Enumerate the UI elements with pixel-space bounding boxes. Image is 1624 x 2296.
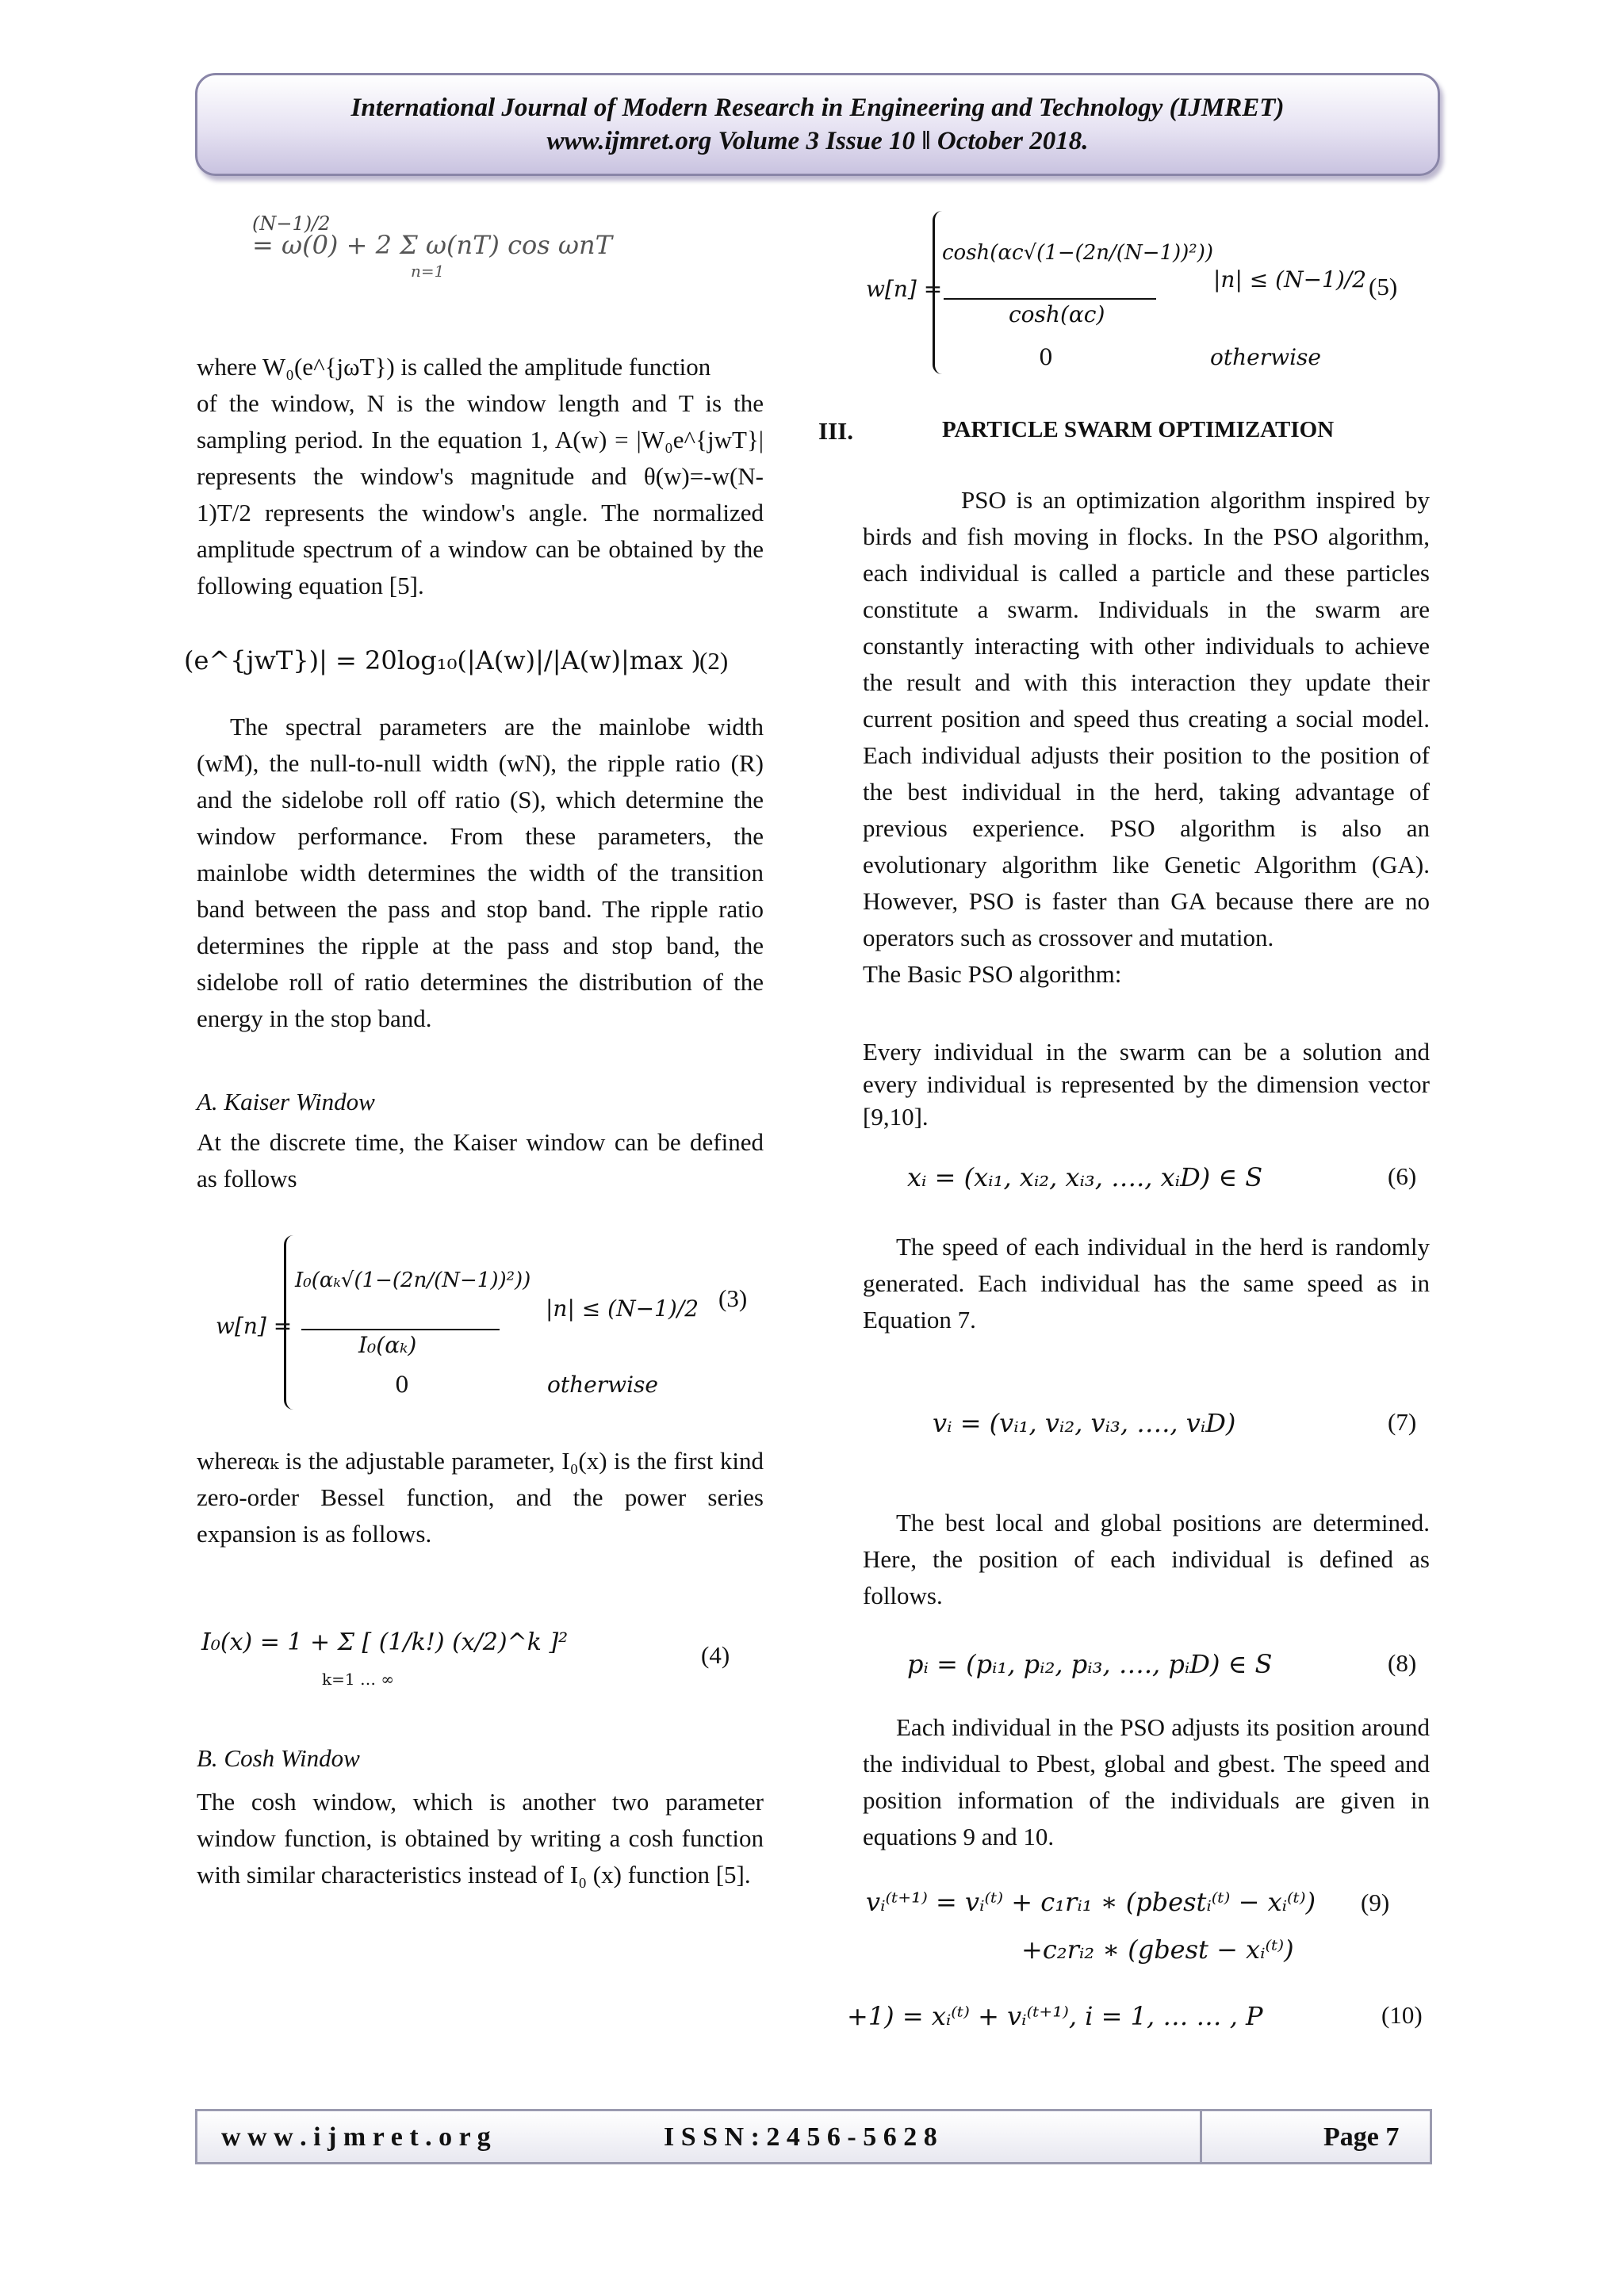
eq-top-lower: n=1 [411, 262, 445, 281]
journal-title: International Journal of Modern Research in Engineering and Technology (IJMRET) [350, 94, 1285, 122]
eq-5-zero: 0 [1039, 344, 1053, 370]
footer-page: Page 7 [1323, 2122, 1400, 2152]
right-para-3: The speed of each individual in the herd is randomly generated. Each individual has the same speed as in Equation 7. [863, 1233, 1430, 1334]
left-para-1: of the window, N is the window length and T is the sampling period. In the equation 1, A(w) = |W₀e^{jwT}| represents the window's magnitude and θ(w)=-w(N-1)T/2 represents the window's angle. The normalized amplitude spectrum of a window can be obtained by the following equation [5]. [197, 389, 764, 599]
eq-top: = ω(0) + 2 Σ ω(nT) cos ωnT [252, 230, 612, 260]
eq-3-zero: 0 [395, 1372, 409, 1398]
eq-3-number: (3) [718, 1284, 748, 1312]
left-para-5: The cosh window, which is another two parameter window function, is obtained by writing a cosh function with similar characteristics instead of I₀ (x) function [5]. [197, 1788, 764, 1888]
eq-9-number: (9) [1361, 1888, 1390, 1916]
eq-4-number: (4) [701, 1641, 730, 1669]
eq-3-numerator: I₀(αₖ√(1−(2n/(N−1))²)) [295, 1269, 531, 1292]
footer-site: w w w . i j m r e t . o r g [221, 2122, 491, 2152]
eq-3-condition: |n| ≤ (N−1)/2 [546, 1295, 699, 1322]
eq-5-brace [933, 211, 943, 374]
section-title: PARTICLE SWARM OPTIMIZATION [942, 417, 1335, 442]
journal-issue: www.ijmret.org Volume 3 Issue 10 ǁ October 2018. [546, 127, 1089, 155]
footer-divider [1200, 2111, 1202, 2162]
left-para-4: whereαₖ is the adjustable parameter, I₀(x) is the first kind zero-order Bessel function, and the power series expansion is as follows. [197, 1447, 764, 1548]
left-para-3: At the discrete time, the Kaiser window can be defined as follows [197, 1128, 764, 1192]
eq-8: pᵢ = (pᵢ₁, pᵢ₂, pᵢ₃, …., pᵢD) ∈ S [907, 1649, 1273, 1679]
eq-5-fraction-bar [944, 298, 1156, 300]
eq-5-numerator: cosh(αc√(1−(2n/(N−1))²)) [942, 241, 1214, 265]
eq-8-number: (8) [1388, 1649, 1417, 1677]
eq-5-denominator: cosh(αc) [1009, 301, 1105, 327]
left-para-1a: where W₀(e^{jωT}) is called the amplitude function [197, 353, 711, 381]
eq-5-condition: |n| ≤ (N−1)/2 [1213, 266, 1367, 293]
section-number: III. [818, 417, 853, 445]
right-para-5: Each individual in the PSO adjusts its position around the individual to Pbest, global and gbest. The speed and position information of the individuals are given in equations 9 and 10. [863, 1713, 1430, 1850]
eq-5-otherwise: otherwise [1210, 344, 1321, 370]
eq-7: vᵢ = (vᵢ₁, vᵢ₂, vᵢ₃, …., vᵢD) [933, 1408, 1236, 1438]
eq-9-line-2: +c₂rᵢ₂ ∗ (gbest − xᵢ⁽ᵗ⁾) [1021, 1934, 1294, 1965]
page-footer [195, 2109, 1432, 2164]
eq-2: (e^{jwT})| = 20log₁₀(|A(w)|/|A(w)|max ) [184, 645, 701, 675]
eq-6: xᵢ = (xᵢ₁, xᵢ₂, xᵢ₃, …., xᵢD) ∈ S [907, 1162, 1263, 1192]
eq-4-sum-limits: k=1 … ∞ [322, 1670, 394, 1689]
eq-3-lhs: w[n] = [216, 1313, 293, 1339]
eq-10-number: (10) [1381, 2001, 1423, 2029]
eq-10: +1) = xᵢ⁽ᵗ⁾ + vᵢ⁽ᵗ⁺¹⁾, i = 1, … … , P [847, 2001, 1263, 2031]
eq-2-number: (2) [699, 647, 729, 675]
subsection-kaiser: A. Kaiser Window [197, 1088, 375, 1115]
eq-4: I₀(x) = 1 + Σ [ (1/k!) (x/2)^k ]² [201, 1628, 569, 1656]
eq-3-fraction-bar [301, 1329, 500, 1330]
eq-3-denominator: I₀(αₖ) [358, 1332, 417, 1358]
eq-6-number: (6) [1388, 1162, 1417, 1190]
eq-5-lhs: w[n] = [866, 276, 943, 302]
eq-3-brace [284, 1235, 294, 1410]
eq-7-number: (7) [1388, 1408, 1417, 1436]
left-para-2: The spectral parameters are the mainlobe width (wM), the null-to-null width (wN), the ripple ratio (R) and the sidelobe roll off ratio (S), which determine the window performance. From these parameters, the mainlobe width determines the width of the transition band between the pass and stop band. The ripple ratio determines the ripple at the pass and stop band, the sidelobe roll of ratio determines the distribution of the energy in the stop band. [197, 713, 764, 1032]
journal-header [195, 73, 1440, 176]
right-para-1b: The Basic PSO algorithm: [863, 960, 1122, 988]
right-para-2: Every individual in the swarm can be a solution and every individual is represented by the dimension vector [9,10]. [863, 1038, 1430, 1131]
eq-9-line-1: vᵢ⁽ᵗ⁺¹⁾ = vᵢ⁽ᵗ⁾ + c₁rᵢ₁ ∗ (pbestᵢ⁽ᵗ⁾ − xᵢ⁽ᵗ⁾) [866, 1887, 1316, 1917]
subsection-cosh: B. Cosh Window [197, 1744, 360, 1772]
eq-5-number: (5) [1369, 273, 1398, 300]
eq-3-otherwise: otherwise [547, 1372, 658, 1398]
footer-issn: I S S N : 2 4 5 6 - 5 6 2 8 [664, 2122, 937, 2152]
right-para-1: PSO is an optimization algorithm inspired by birds and fish moving in flocks. In the PSO algorithm, each individual is called a particle and these particles constitute a swarm. Individuals in the swarm are constantly interacting with other individuals to achieve the result and with this interaction they update their current position and speed thus creating a social model. Each individual adjusts their position to the position of the best individual in the herd, taking advantage of previous experience. PSO algorithm is also an evolutionary algorithm like Genetic Algorithm (GA). However, PSO is faster than GA because there are no operators such as crossover and mutation. [863, 486, 1430, 951]
eq-top-upper: (N−1)/2 [252, 212, 331, 235]
right-para-4: The best local and global positions are determined. Here, the position of each individual is defined as follows. [863, 1509, 1430, 1609]
